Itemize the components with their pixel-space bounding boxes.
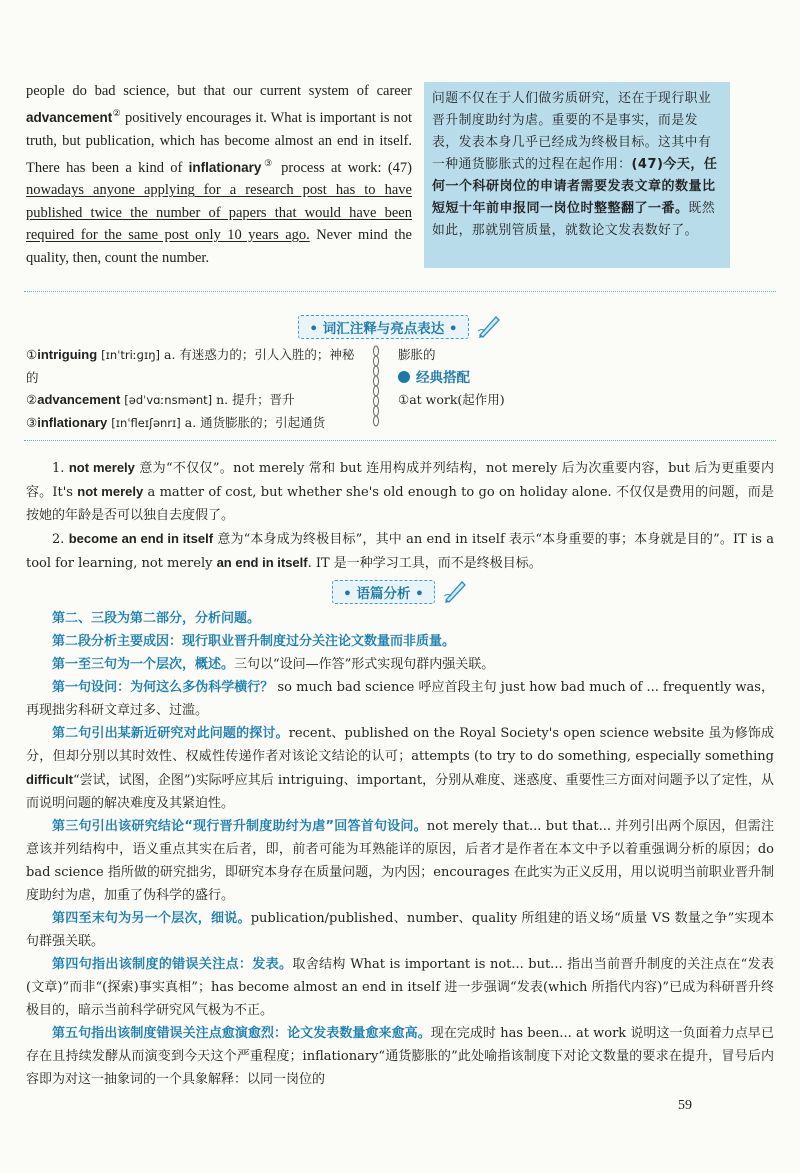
bullet-dot-icon bbox=[398, 371, 410, 383]
analysis-line: 第二段分析主要成因：现行职业晋升制度过分关注论文数量而非质量。 bbox=[52, 634, 456, 649]
english-passage: people do bad science, but that our current system of career advancement② positively encourages it. What is important is not truth, but publication, which has become almost an end in itself. There has been a kind of inflationary③ process at work: (47) nowadays anyone applying for a research post has to have published twice the number of papers that would have been required for the same post only 10 years ago. Never mind the quality, then, count the number. bbox=[26, 83, 412, 266]
translation-47: (47)今天，任何一个科研岗位的申请者需要发表文章的数量比短短十年前申报同一岗位时整整翻了一番。 bbox=[432, 157, 718, 216]
vocab-item: ③inflationary [ɪnˈfleɪʃənrɪ] a. 通货膨胀的；引起通货 bbox=[26, 414, 326, 430]
analysis-line: 第二句引出某新近研究对此问题的探讨。recent、published on the Royal Society's open science website 虽为修饰成分，但却分别以其时效性、权威性传递作者对该论文结论的认可；attempts (to try to do something, especially something difficult“尝试，试图，企图”)实际呼应其后 intriguing、important，分别从难度、迷惑度、重要性三方面对问题予以了定性，从而说明问题的解决难度及其紧迫性。 bbox=[26, 726, 774, 811]
vocab-item: ①intriguing [ɪnˈtriːɡɪŋ] a. 有迷惑力的；引人入胜的；神秘的 bbox=[26, 347, 355, 385]
vocab-item: ②advancement [ədˈvɑːnsmənt] n. 提升；晋升 bbox=[26, 392, 295, 407]
analysis-line: 第一至三句为一个层次，概述。三句以“设问—作答”形式实现句群内强关联。 bbox=[52, 657, 495, 672]
classic-collocation-title: 经典搭配 bbox=[398, 367, 698, 390]
pen-icon bbox=[442, 578, 468, 604]
vocab-continuation: 膨胀的 bbox=[398, 347, 436, 362]
analysis-heading: • 语篇分析 • bbox=[0, 578, 800, 606]
analysis-line: 第三句引出该研究结论“现行晋升制度助纣为虐”回答首句设问。not merely that... but that... 并列引出两个原因，但需注意该并列结构中，语义重点其实在后者，即，前者可能为耳熟能详的原因，后者才是作者在本文中予以着重强调分析的原因；do bad science 指所做的研究拙劣，即研究本身存在质量问题，为内因；encourages 在此实为正义反用，用以说明当前职业晋升制度助纣为虐，加重了伪科学的盛行。 bbox=[26, 819, 774, 903]
analysis-line: 第二、三段为第二部分，分析问题。 bbox=[52, 611, 261, 626]
analysis-line: 第一句设问：为何这么多伪科学横行？ so much bad science 呼应首段主句 just how bad much of ... frequently was，再现拙劣科研文章过多、过滥。 bbox=[26, 680, 774, 718]
collocation-item: ①at work(起作用) bbox=[398, 392, 505, 407]
highlight-expressions bbox=[26, 456, 774, 575]
highlight-item: 2. become an end in itself 意为“本身成为终极目标”，其中 an end in itself 表示“本身重要的事；本身就是目的”。IT is a tool for learning, not merely an end in itself. IT 是一种学习工具，而不是终极目标。 bbox=[26, 531, 774, 571]
page-number: 59 bbox=[678, 1098, 692, 1113]
analysis-line: 第四至末句为另一个层次，细说。publication/published、number、quality 所组建的语义场“质量 VS 数量之争”实现本句群强关联。 bbox=[26, 911, 774, 949]
analysis-line: 第四句指出该制度的错误关注点：发表。取舍结构 What is important is not... but... 指出当前晋升制度的关注点在“发表(文章)”而非“(探索)事实真相”；has become almost an end in itself 进一步强调“发表(which 所指代内容)”已成为科研晋升终极目的，暗示当前科学研究风气极为不正。 bbox=[26, 957, 774, 1018]
chain-divider bbox=[372, 345, 380, 427]
pen-icon bbox=[476, 313, 502, 339]
divider bbox=[24, 440, 776, 441]
underlined-sentence-47: nowadays anyone applying for a research post has to have published twice the number of papers that would have been required for the same post only 10 years ago. bbox=[26, 182, 412, 244]
vocab-right bbox=[398, 344, 698, 412]
divider bbox=[24, 291, 776, 292]
highlight-item: 1. not merely 意为“不仅仅”。not merely 常和 but 连用构成并列结构，not merely 后为次重要内容，but 后为更重要内容。It's not merely a matter of cost, but whether she's old enough to go on holiday alone. 不仅仅是费用的问题，而是按她的年龄是否可以独自去度假了。 bbox=[26, 460, 774, 523]
translation-box: 问题不仅在于人们做劣质研究，还在于现行职业晋升制度助纣为虐。重要的不是事实，而是发表，发表本身几乎已经成为终极目标。这其中有一种通货膨胀式的过程在起作用：(47)今天，任何一个科研岗位的申请者需要发表文章的数量比短短十年前申报同一岗位时整整翻了一番。既然如此，那就别管质量，就数论文发表数好了。 bbox=[424, 82, 730, 268]
vocab-word-inflationary: inflationary bbox=[188, 159, 262, 175]
vocab-heading: • 词汇注释与亮点表达 • bbox=[0, 313, 800, 341]
vocab-word-advancement: advancement bbox=[26, 110, 113, 126]
discourse-analysis bbox=[26, 607, 774, 1091]
analysis-line: 第五句指出该制度错误关注点愈演愈烈：论文发表数量愈来愈高。现在完成时 has been... at work 说明这一负面着力点早已存在且持续发酵从而演变到今天这个严重程度；inflationary“通货膨胀的”此处喻指该制度下对论文数量的要求在提升，冒号后内容即为对这一抽象词的一个具象解释：以同一岗位的 bbox=[26, 1026, 774, 1087]
vocab-list bbox=[26, 344, 366, 434]
